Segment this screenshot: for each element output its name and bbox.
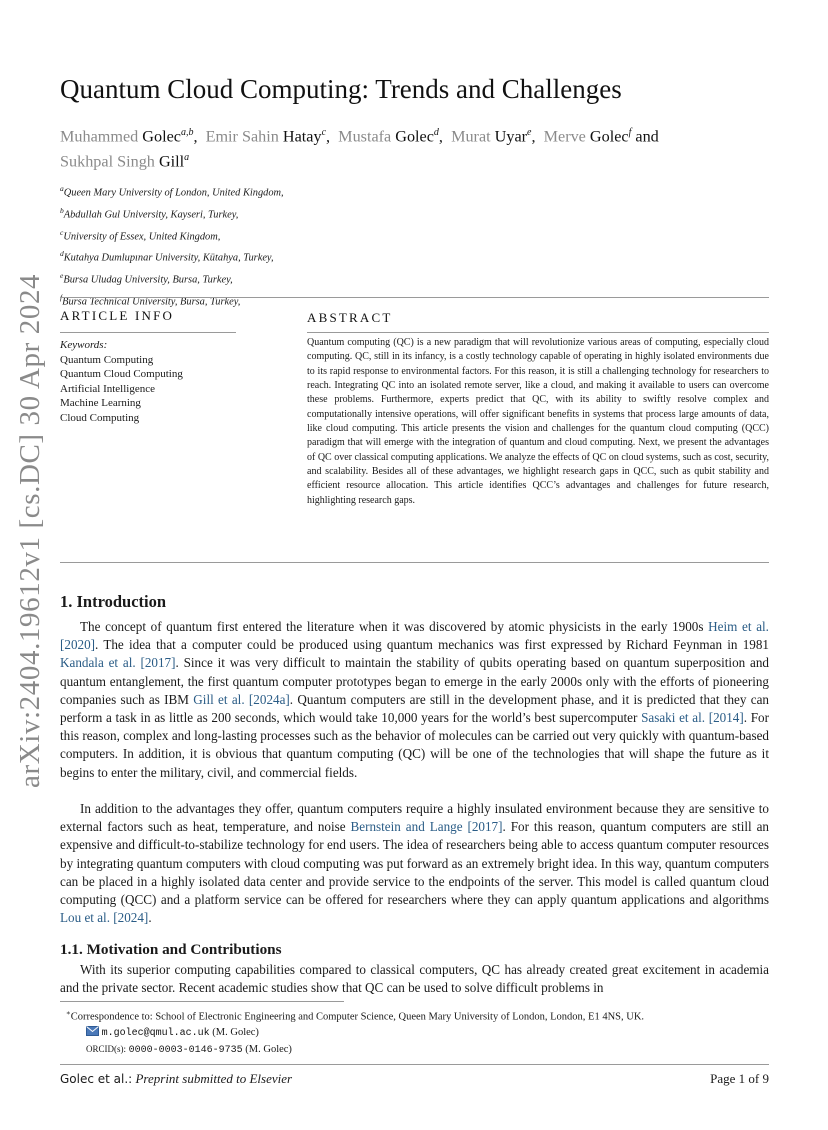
footnote-rule <box>60 1001 344 1002</box>
affiliation-sup: b <box>60 205 64 215</box>
author-last-name: Golec <box>589 127 629 146</box>
paragraph-text: The concept of quantum first entered the literature when it was discovered by atomic physicists in the early 1900s <box>80 619 709 634</box>
orcid-line <box>66 1042 766 1059</box>
citation-link[interactable]: Gill et al. [2024a] <box>193 691 290 707</box>
paragraph-text: In addition to the advantages they offer, quantum computers require a highly insulated environment because they are sensitive to external factors such as heat, temperature, and noise <box>60 801 769 835</box>
citation-link[interactable]: Heim et al. [2020] <box>60 619 769 653</box>
keyword: Machine Learning <box>60 397 141 409</box>
affiliation <box>60 267 284 289</box>
paragraph-text: . The idea that a computer could be produced using quantum mechanics was first expressed by Richard Feynman in 1981 <box>95 637 769 653</box>
page-number: Page 1 of 9 <box>710 1071 769 1086</box>
affiliation-sup: c <box>60 227 64 237</box>
author-sup: f <box>628 127 632 138</box>
correspondence-text: Correspondence to: School of Electronic Engineering and Computer Science, Queen Mary University of London, London, E1 4NS, UK. <box>70 1011 645 1023</box>
affiliation-text: Bursa Uludag University, Bursa, Turkey, <box>63 274 233 286</box>
keyword: Quantum Computing <box>60 353 154 366</box>
affiliation-text: Kutahya Dumlupınar University, Kütahya, Turkey, <box>63 252 274 264</box>
abstract-bottom-rule <box>60 562 769 563</box>
intro-paragraph-2 <box>60 800 769 927</box>
affiliation-text: Abdullah Gul University, Kayseri, Turkey, <box>63 209 239 221</box>
author-sup: c <box>321 127 327 138</box>
author-sup: e <box>527 127 532 138</box>
author-sup: a,b <box>180 127 194 138</box>
footer-rule <box>60 1064 769 1065</box>
author-last-name: Uyar <box>494 127 528 146</box>
keywords-label: Keywords: <box>60 339 108 351</box>
affiliation <box>60 180 284 202</box>
author-and: and <box>635 127 659 146</box>
orcid-label: ORCID(s): <box>86 1043 126 1054</box>
abstract-rule <box>307 332 769 333</box>
affiliation-text: Queen Mary University of London, United Kingdom, <box>63 187 284 199</box>
footnote-mark: ∗ <box>66 1009 71 1017</box>
affiliation-sup: e <box>60 271 64 281</box>
email-link[interactable]: m.golec@qmul.ac.uk <box>101 1028 210 1039</box>
footnote <box>66 1006 766 1058</box>
motivation-paragraph: With its superior computing capabilities compared to classical computers, QC has already created great excitement in academia and the private sector. Recent academic studies show that QC can be used to solve difficult problems in <box>60 962 769 996</box>
author-first-name: Mustafa <box>338 127 392 146</box>
arxiv-id: arXiv:2404.19612v1 [cs.DC] 30 Apr 2024 <box>14 273 46 788</box>
affiliation <box>60 224 284 246</box>
paragraph-text: . Quantum computers are still in the development phase, and it is predicted that they can perform a task in as little as 200 seconds, which would take 10,000 years for the world’s best supercomputer <box>60 691 769 726</box>
author-first-name: Muhammed <box>60 127 139 146</box>
paragraph-text: . For this reason, quantum computers are still an expensive and difficult-to-stabilize technology for end users. The idea of researchers being able to access quantum computer resources by integrating quantum computers with cloud computing was put forward as an extremely bright idea. In this way, quantum computers can be placed in a highly isolated data center and provide service to the endpoints of the server. This model is called quantum cloud computing (QCC) and a platform service can be offered for researchers where they can apply quantum applications and algorithms <box>60 819 769 908</box>
correspondence-line <box>66 1006 766 1025</box>
email-icon <box>86 1026 99 1042</box>
orcid-value: 0000-0003-0146-9735 <box>128 1044 243 1056</box>
affiliation-sup: a <box>60 184 64 193</box>
paper-title: Quantum Cloud Computing: Trends and Challenges <box>60 74 622 104</box>
orcid-owner: (M. Golec) <box>245 1043 292 1055</box>
abstract-heading: ABSTRACT <box>307 310 393 325</box>
header-rule <box>60 297 769 298</box>
author-list: Muhammed Golec$^{a,b}$, Emir Sahin Hatay$^c$, Mustafa Golec$^d$, Murat Uyar$^e$, Merve Golec$^f$ and Sukhpal Singh Gill$^a$ <box>60 127 659 171</box>
citation-link[interactable]: Lou et al. [2024] <box>60 910 149 926</box>
paragraph-text: . <box>148 910 152 926</box>
footer-authors: Golec et al.: <box>60 1072 133 1086</box>
section-heading: 1. Introduction <box>60 592 167 611</box>
subsection-heading: 1.1. Motivation and Contributions <box>60 941 282 958</box>
email-line <box>66 1025 766 1042</box>
affiliation <box>60 202 284 224</box>
keyword: Cloud Computing <box>60 411 140 424</box>
affiliation-text: Bursa Technical University, Bursa, Turkey, <box>62 296 241 308</box>
intro-paragraph-1 <box>60 618 769 782</box>
keyword: Artificial Intelligence <box>60 382 155 395</box>
author-last-name: Hatay <box>282 127 322 146</box>
paragraph-text: . For this reason, complex and long-lasting processes such as the behavior of molecules can be carried out very quickly with quantum-based computers. In addition, it is obvious that quantum computing (QC) will be one of the technologies that will shape the future as it begins to enter the military, civil, and commercial fields. <box>60 710 769 780</box>
affiliation-sup: d <box>60 249 64 259</box>
footer-left <box>60 1071 292 1087</box>
author-first-name: Emir Sahin <box>205 127 279 146</box>
author-first-name: Merve <box>543 127 586 146</box>
citation-link[interactable]: Bernstein and Lange [2017] <box>350 819 503 835</box>
author-first-name: Murat <box>451 127 491 146</box>
author-sup: a <box>184 152 190 164</box>
keywords-block <box>60 338 183 425</box>
citation-link[interactable]: Kandala et al. [2017] <box>60 655 176 671</box>
arxiv-stamp <box>10 248 50 788</box>
keyword: Quantum Cloud Computing <box>60 368 183 380</box>
author-last-name: Golec <box>142 127 181 146</box>
email-owner: (M. Golec) <box>212 1027 259 1038</box>
affiliation <box>60 245 284 267</box>
article-info-rule <box>60 332 236 333</box>
article-info-heading: ARTICLE INFO <box>60 308 175 323</box>
footer-journal: Preprint submitted to Elsevier <box>135 1071 293 1086</box>
affiliation-list <box>60 180 284 311</box>
author-sup: d <box>433 127 439 138</box>
abstract-text: Quantum computing (QC) is a new paradigm that will revolutionize various areas of computing, especially cloud computing. QC, still in its infancy, is a costly technology capable of operating in highly isolated environments due to its rapid response to environmental factors. For this reason, it is still a challenging technology for researchers to reach. Integrating QC into an isolated remote server, like a cloud, and making it available to users can overcome these problems. Furthermore, experts predict that QC, with its ability to swiftly resolve complex and computationally intensive operations, will offer significant benefits in systems that process large amounts of data, like cloud computing. This article presents the vision and challenges for the quantum cloud computing (QCC) paradigm that will emerge with the integration of quantum and cloud computing. Next, we present the advantages of QC over classical computing applications. We analyze the effects of QC on cloud systems, such as cost, security, and scalability. Besides all of these advantages, we highlight research gaps in QCC, such as qubit stability and efficient resource allocation. This article identifies QCC’s advantages and challenges for future research, highlighting research gaps. <box>307 337 769 506</box>
affiliation-sup: f <box>60 292 63 302</box>
affiliation-text: University of Essex, United Kingdom, <box>63 231 221 242</box>
citation-link[interactable]: Sasaki et al. [2014] <box>641 710 744 726</box>
paragraph-text: . Since it was very difficult to maintain the stability of qubits operating based on quantum superposition and quantum entanglement, the first quantum computer prototypes began to emerge in the early 2000s only with the efforts of pioneering companies such as IBM <box>60 655 769 707</box>
author-last-name: Golec <box>395 127 434 146</box>
author-first-name: Sukhpal Singh <box>60 152 155 171</box>
author-last-name: Gill <box>158 152 185 171</box>
